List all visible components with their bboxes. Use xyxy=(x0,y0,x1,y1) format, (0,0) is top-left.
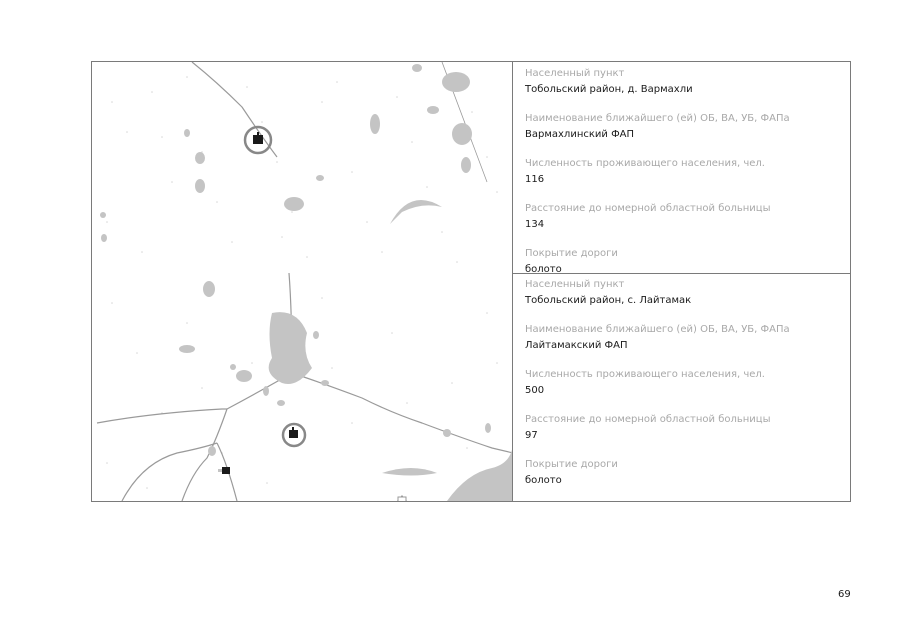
table-row xyxy=(92,273,850,501)
record-details xyxy=(525,279,845,504)
settlement-label: Населенный пункт xyxy=(525,279,625,290)
road-value: болото xyxy=(525,264,562,275)
facility-label: Наименование ближайшего (ей) ОБ, ВА, УБ, ФАПа xyxy=(525,113,790,124)
distance-label: Расстояние до номерной областной больницы xyxy=(525,203,771,214)
distance-value: 97 xyxy=(525,430,538,441)
road-label: Покрытие дороги xyxy=(525,459,618,470)
facility-label: Наименование ближайшего (ей) ОБ, ВА, УБ, ФАПа xyxy=(525,324,790,335)
settlement-label: Населенный пункт xyxy=(525,68,625,79)
table-row xyxy=(92,62,850,274)
road-value: болото xyxy=(525,475,562,486)
population-value: 116 xyxy=(525,174,545,185)
settlement-value: Тобольский район, д. Вармахли xyxy=(525,84,693,95)
location-map xyxy=(92,62,513,273)
settlement-value: Тобольский район, с. Лайтамак xyxy=(525,295,692,306)
facility-value: Лайтамакский ФАП xyxy=(525,340,628,351)
population-label: Численность проживающего населения, чел. xyxy=(525,158,765,169)
settlements-table xyxy=(91,61,851,502)
population-label: Численность проживающего населения, чел. xyxy=(525,369,765,380)
record-details xyxy=(525,68,845,293)
population-value: 500 xyxy=(525,385,545,396)
map-graphic xyxy=(92,62,513,273)
distance-label: Расстояние до номерной областной больницы xyxy=(525,414,771,425)
map-graphic xyxy=(92,273,513,501)
facility-value: Вармахлинский ФАП xyxy=(525,129,635,140)
location-map xyxy=(92,273,513,501)
distance-value: 134 xyxy=(525,219,545,230)
page-number: 69 xyxy=(838,589,851,600)
road-label: Покрытие дороги xyxy=(525,248,618,259)
